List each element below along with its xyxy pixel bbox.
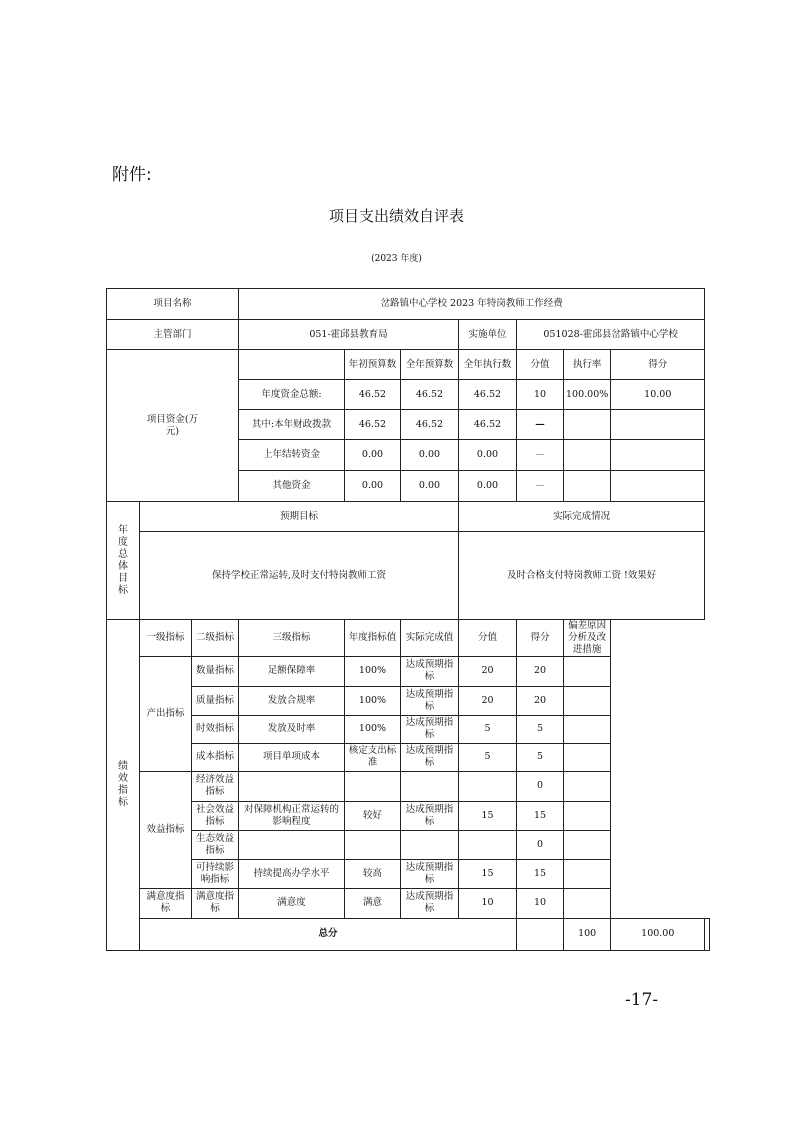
l3-indicator: 发放合规率 [239, 686, 345, 715]
funds-cell: 0.00 [401, 471, 459, 502]
funds-cell: — [517, 471, 564, 502]
l2-indicator: 成本指标 [192, 743, 239, 771]
deviation-note [564, 656, 611, 686]
funds-cell [611, 440, 705, 471]
l3-indicator: 持续提高办学水平 [239, 859, 345, 888]
deviation-note [564, 771, 611, 801]
goal-actual: 及时合格支付特岗教师工资 !效果好 [459, 532, 705, 620]
score: 15 [517, 801, 564, 830]
perf-header: 实际完成值 [401, 620, 459, 657]
actual-value [401, 830, 459, 859]
score-value: 15 [459, 859, 517, 888]
goal-expected-header: 预期目标 [140, 502, 459, 532]
perf-header: 偏差原因分析及改进措施 [564, 620, 611, 657]
l3-indicator: 对保障机构正常运转的影响程度 [239, 801, 345, 830]
goal-expected: 保持学校正常运转,及时支付特岗教师工资 [140, 532, 459, 620]
funds-cell: 46.52 [345, 410, 401, 440]
actual-value: 达成预期指标 [401, 686, 459, 715]
l2-indicator: 社会效益指标 [192, 801, 239, 830]
funds-cell [564, 410, 611, 440]
target-value: 较高 [345, 859, 401, 888]
funds-cell: 0.00 [401, 440, 459, 471]
output-indicator-label: 产出指标 [140, 656, 192, 771]
l3-indicator [239, 830, 345, 859]
funds-cell [564, 440, 611, 471]
page-title: 项目支出绩效自评表 [328, 207, 464, 225]
funds-cell: 0.00 [459, 471, 517, 502]
actual-value [401, 771, 459, 801]
score-value: 20 [459, 686, 517, 715]
target-value: 较好 [345, 801, 401, 830]
deviation-note [564, 743, 611, 771]
funds-cell: — [517, 410, 564, 440]
l3-indicator: 足额保障率 [239, 656, 345, 686]
total-label: 总分 [140, 918, 517, 950]
l2-indicator: 数量指标 [192, 656, 239, 686]
total-score: 100.00 [611, 918, 705, 950]
funds-cell: 46.52 [459, 410, 517, 440]
funds-cell [611, 471, 705, 502]
funds-cell: 0.00 [459, 440, 517, 471]
actual-value: 达成预期指标 [401, 743, 459, 771]
deviation-note [564, 830, 611, 859]
perf-header: 年度指标值 [345, 620, 401, 657]
page-number: -17- [625, 990, 659, 1010]
funds-cell: 0.00 [345, 471, 401, 502]
unit-value: 051028-霍邱县岔路镇中心学校 [517, 320, 705, 350]
score: 0 [517, 771, 564, 801]
l2-indicator: 经济效益指标 [192, 771, 239, 801]
funds-row-label: 其中:本年财政拨款 [239, 410, 345, 440]
target-value: 100% [345, 686, 401, 715]
score: 5 [517, 715, 564, 743]
unit-label: 实施单位 [459, 320, 517, 350]
funds-row-label: 上年结转资金 [239, 440, 345, 471]
l3-indicator [239, 771, 345, 801]
performance-label: 绩效指标 [107, 620, 140, 951]
funds-cell: 0.00 [345, 440, 401, 471]
project-name-value: 岔路镇中心学校 2023 年特岗教师工作经费 [239, 289, 705, 320]
l2-indicator: 满意度指标 [192, 888, 239, 918]
score: 0 [517, 830, 564, 859]
target-value: 100% [345, 715, 401, 743]
l2-indicator: 时效指标 [192, 715, 239, 743]
actual-value: 达成预期指标 [401, 801, 459, 830]
actual-value: 达成预期指标 [401, 656, 459, 686]
deviation-note [564, 859, 611, 888]
project-name-label: 项目名称 [107, 289, 239, 320]
score-value: 5 [459, 743, 517, 771]
l3-indicator: 发放及时率 [239, 715, 345, 743]
funds-cell: 46.52 [459, 380, 517, 410]
funds-header: 执行率 [564, 350, 611, 380]
total-value: 100 [564, 918, 611, 950]
l2-indicator: 质量指标 [192, 686, 239, 715]
funds-cell: 46.52 [401, 380, 459, 410]
funds-header: 分值 [517, 350, 564, 380]
deviation-note [564, 801, 611, 830]
funds-label: 项目资金(万元) [107, 350, 239, 502]
score-value: 5 [459, 715, 517, 743]
l3-indicator: 项目单项成本 [239, 743, 345, 771]
target-value: 100% [345, 656, 401, 686]
target-value [345, 771, 401, 801]
goal-actual-header: 实际完成情况 [459, 502, 705, 532]
score: 10 [517, 888, 564, 918]
perf-header: 得分 [517, 620, 564, 657]
funds-cell: 46.52 [345, 380, 401, 410]
actual-value: 达成预期指标 [401, 859, 459, 888]
deviation-note [564, 686, 611, 715]
satisfaction-indicator-label: 满意度指标 [140, 888, 192, 918]
funds-header: 得分 [611, 350, 705, 380]
score-value [459, 830, 517, 859]
l2-indicator: 可持续影响指标 [192, 859, 239, 888]
target-value: 满意 [345, 888, 401, 918]
funds-header: 年初预算数 [345, 350, 401, 380]
score-value: 10 [459, 888, 517, 918]
funds-header-empty [239, 350, 345, 380]
funds-cell: 46.52 [401, 410, 459, 440]
target-value: 核定支出标准 [345, 743, 401, 771]
year-label: (2023 年度) [371, 254, 422, 264]
funds-cell: 10 [517, 380, 564, 410]
perf-header: 二级指标 [192, 620, 239, 657]
actual-value: 达成预期指标 [401, 715, 459, 743]
funds-cell: 10.00 [611, 380, 705, 410]
perf-header: 分值 [459, 620, 517, 657]
l3-indicator: 满意度 [239, 888, 345, 918]
funds-header: 全年预算数 [401, 350, 459, 380]
funds-cell [611, 410, 705, 440]
score: 20 [517, 686, 564, 715]
funds-cell: 100.00% [564, 380, 611, 410]
score: 5 [517, 743, 564, 771]
funds-row-label: 其他资金 [239, 471, 345, 502]
perf-header: 一级指标 [140, 620, 192, 657]
benefit-indicator-label: 效益指标 [140, 771, 192, 888]
evaluation-table [106, 288, 710, 951]
score-value: 20 [459, 656, 517, 686]
annex-label: 附件: [112, 165, 152, 185]
score: 20 [517, 656, 564, 686]
l2-indicator: 生态效益指标 [192, 830, 239, 859]
funds-cell [564, 471, 611, 502]
target-value [345, 830, 401, 859]
dept-value: 051-霍邱县教育局 [239, 320, 459, 350]
score-value [459, 771, 517, 801]
annual-goal-label: 年度总体目标 [107, 502, 140, 620]
total-empty [517, 918, 564, 950]
funds-cell: — [517, 440, 564, 471]
dept-label: 主管部门 [107, 320, 239, 350]
score: 15 [517, 859, 564, 888]
funds-header: 全年执行数 [459, 350, 517, 380]
deviation-note [564, 888, 611, 918]
actual-value: 达成预期指标 [401, 888, 459, 918]
deviation-note [564, 715, 611, 743]
funds-row-label: 年度资金总额: [239, 380, 345, 410]
total-note [705, 918, 710, 950]
perf-header: 三级指标 [239, 620, 345, 657]
score-value: 15 [459, 801, 517, 830]
